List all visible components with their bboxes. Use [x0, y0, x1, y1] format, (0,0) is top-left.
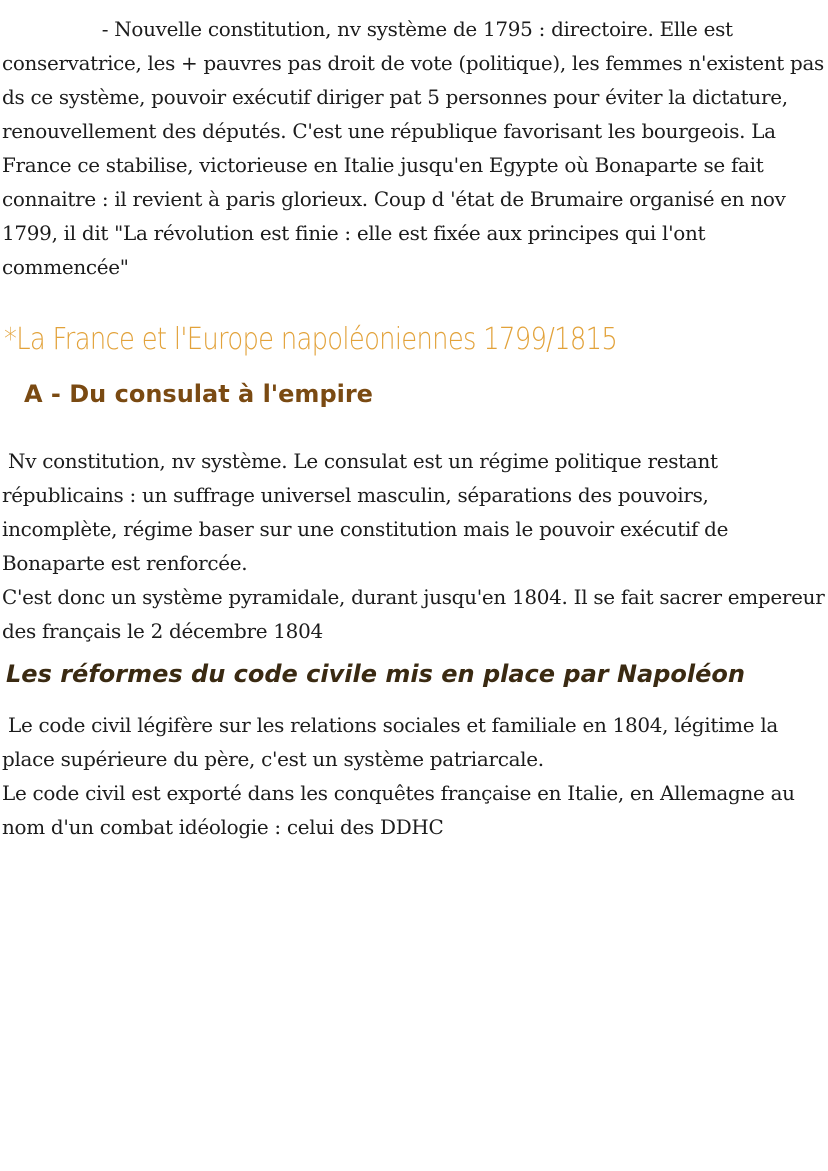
- intro-line: France ce stabilise, victorieuse en Italie jusqu'en Egypte où Bonaparte se fait: [2, 153, 764, 177]
- code-civil-line: Le code civil est exporté dans les conquêtes française en Italie, en Allemagne au: [2, 781, 795, 805]
- intro-line: commencée": [2, 255, 129, 279]
- code-civil-title: Les réformes du code civile mis en place par Napoléon: [6, 660, 745, 688]
- intro-line: conservatrice, les + pauvres pas droit de vote (politique), les femmes n'existent pas: [2, 51, 824, 75]
- consulat-line: Nv constitution, nv système. Le consulat est un régime politique restant: [2, 449, 718, 473]
- intro-paragraph: [2, 12, 826, 284]
- consulat-line: républicains : un suffrage universel masculin, séparations des pouvoirs,: [2, 483, 709, 507]
- intro-line: connaitre : il revient à paris glorieux. Coup d 'état de Brumaire organisé en nov: [2, 187, 786, 211]
- consulat-paragraph: [2, 444, 826, 648]
- code-civil-line: place supérieure du père, c'est un système patriarcale.: [2, 747, 544, 771]
- consulat-line: incomplète, régime baser sur une constitution mais le pouvoir exécutif de: [2, 517, 729, 541]
- section-subtitle: A - Du consulat à l'empire: [24, 380, 373, 408]
- consulat-line: des français le 2 décembre 1804: [2, 619, 323, 643]
- intro-line: renouvellement des députés. C'est une république favorisant les bourgeois. La: [2, 119, 776, 143]
- consulat-line: C'est donc un système pyramidale, durant jusqu'en 1804. Il se fait sacrer empereur: [2, 585, 825, 609]
- code-civil-line: nom d'un combat idéologie : celui des DDHC: [2, 815, 444, 839]
- intro-line: - Nouvelle constitution, nv système de 1795 : directoire. Elle est: [101, 17, 733, 41]
- consulat-line: Bonaparte est renforcée.: [2, 551, 248, 575]
- intro-line: ds ce système, pouvoir exécutif diriger pat 5 personnes pour éviter la dictature,: [2, 85, 788, 109]
- code-civil-line: Le code civil légifère sur les relations sociales et familiale en 1804, légitime la: [2, 713, 779, 737]
- intro-line: 1799, il dit "La révolution est finie : elle est fixée aux principes qui l'ont: [2, 221, 706, 245]
- section-title: *La France et l'Europe napoléoniennes 1799/1815: [4, 322, 618, 357]
- code-civil-paragraph: [2, 708, 826, 844]
